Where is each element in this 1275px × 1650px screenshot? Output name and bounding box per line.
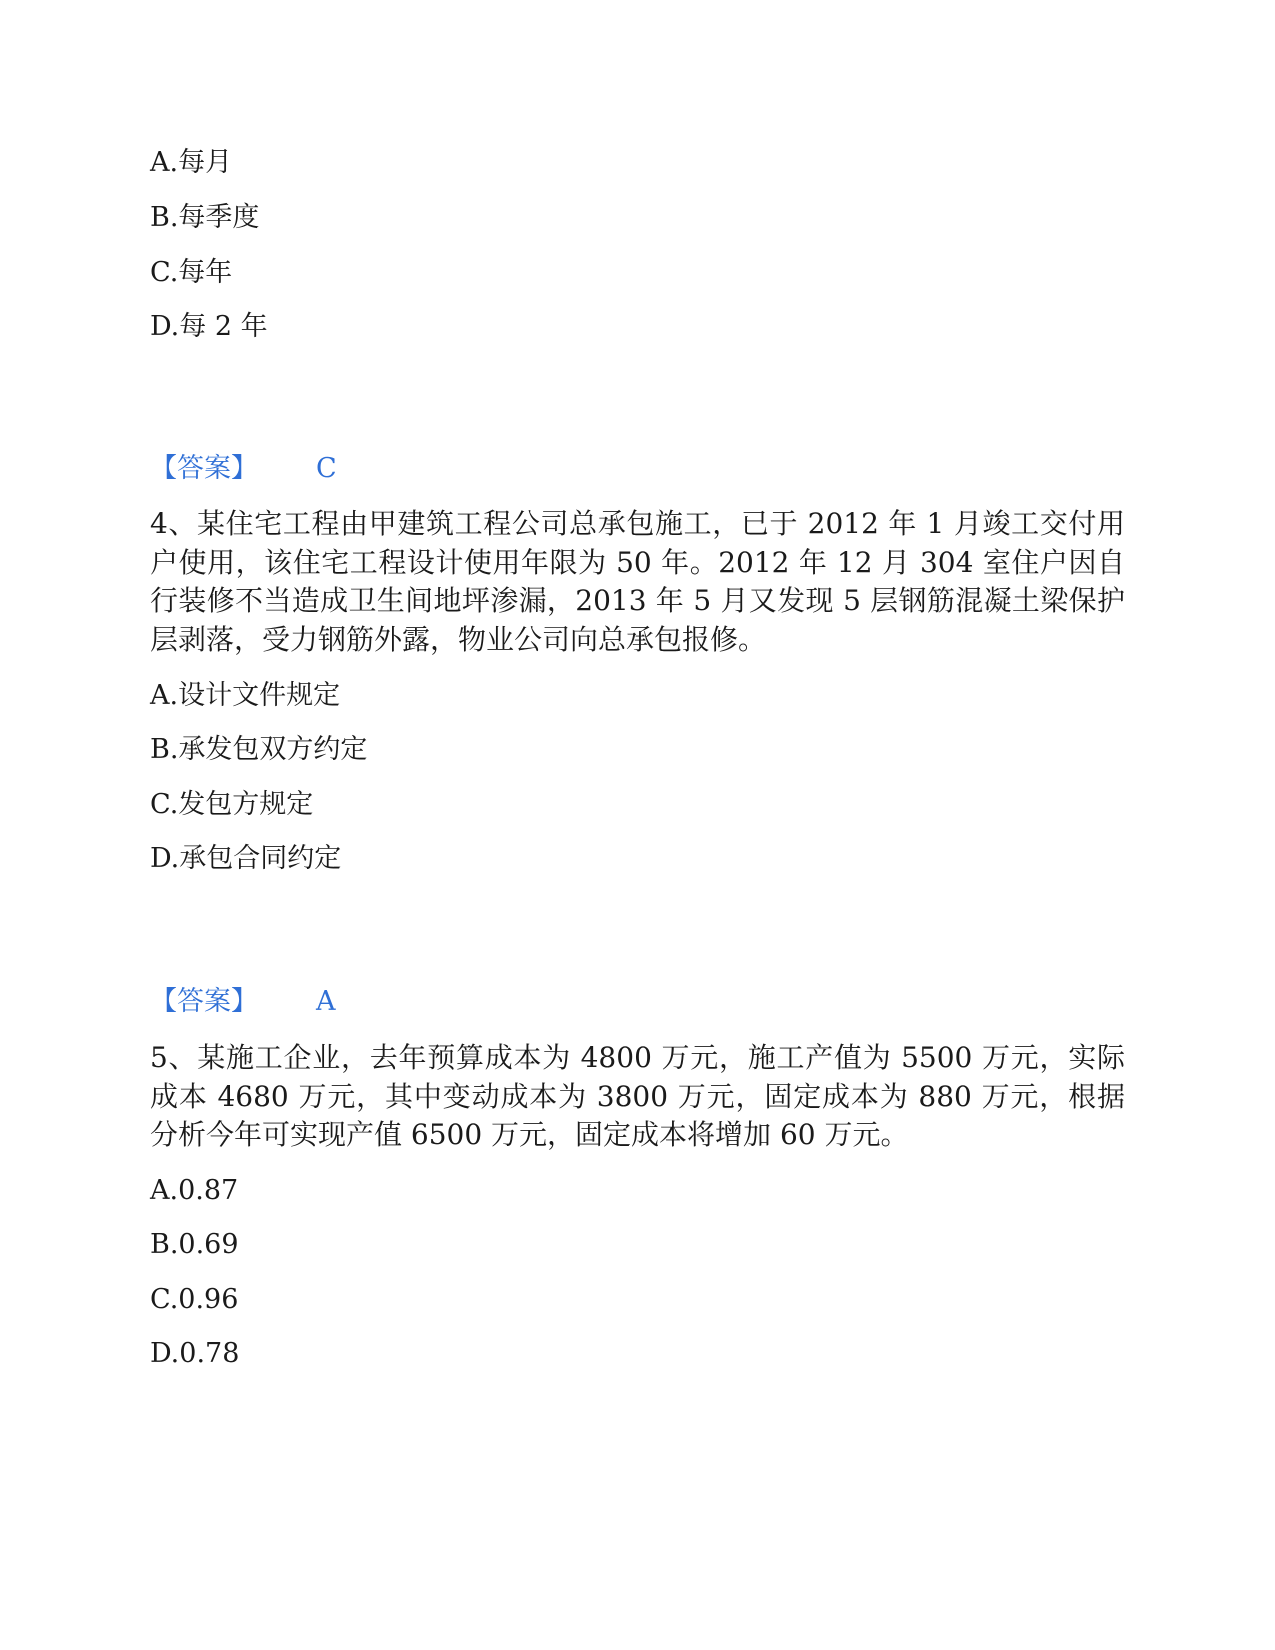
- q5-option-d: D.0.78: [150, 1338, 240, 1369]
- q4-option-c: C.发包方规定: [150, 789, 314, 820]
- q4-option-b: B.承发包双方约定: [150, 734, 368, 765]
- q4-option-d: D.承包合同约定: [150, 843, 342, 874]
- q3-option-c: C.每年: [150, 257, 233, 288]
- q5-option-c: C.0.96: [150, 1284, 239, 1315]
- answer-value: A: [316, 986, 336, 1017]
- q5-option-b: B.0.69: [150, 1229, 239, 1260]
- answer-value: C: [316, 453, 337, 484]
- q3-option-d: D.每 2 年: [150, 311, 268, 342]
- answer-tag: 【答案】: [150, 986, 258, 1017]
- q3-option-b: B.每季度: [150, 202, 260, 233]
- q4-question-text: 4、某住宅工程由甲建筑工程公司总承包施工，已于 2012 年 1 月竣工交付用户使用，该住宅工程设计使用年限为 50 年。2012 年 12 月 304 室住户因自行装修不当造成卫生间地坪渗漏，2013 年 5 月又发现 5 层钢筋混凝土梁保护层剥落，受力钢筋外露，物业公司向总承包报修。: [150, 507, 1125, 656]
- q4-option-a: A.设计文件规定: [150, 680, 341, 711]
- q3-answer: [150, 452, 337, 486]
- q4-answer: [150, 985, 336, 1019]
- q5-question-text: 5、某施工企业，去年预算成本为 4800 万元，施工产值为 5500 万元，实际成本 4680 万元，其中变动成本为 3800 万元，固定成本为 880 万元，根据分析今年可实现产值 6500 万元，固定成本将增加 60 万元。: [150, 1041, 1125, 1151]
- q3-option-a: A.每月: [150, 147, 233, 178]
- q5-option-a: A.0.87: [150, 1175, 239, 1206]
- answer-tag: 【答案】: [150, 453, 258, 484]
